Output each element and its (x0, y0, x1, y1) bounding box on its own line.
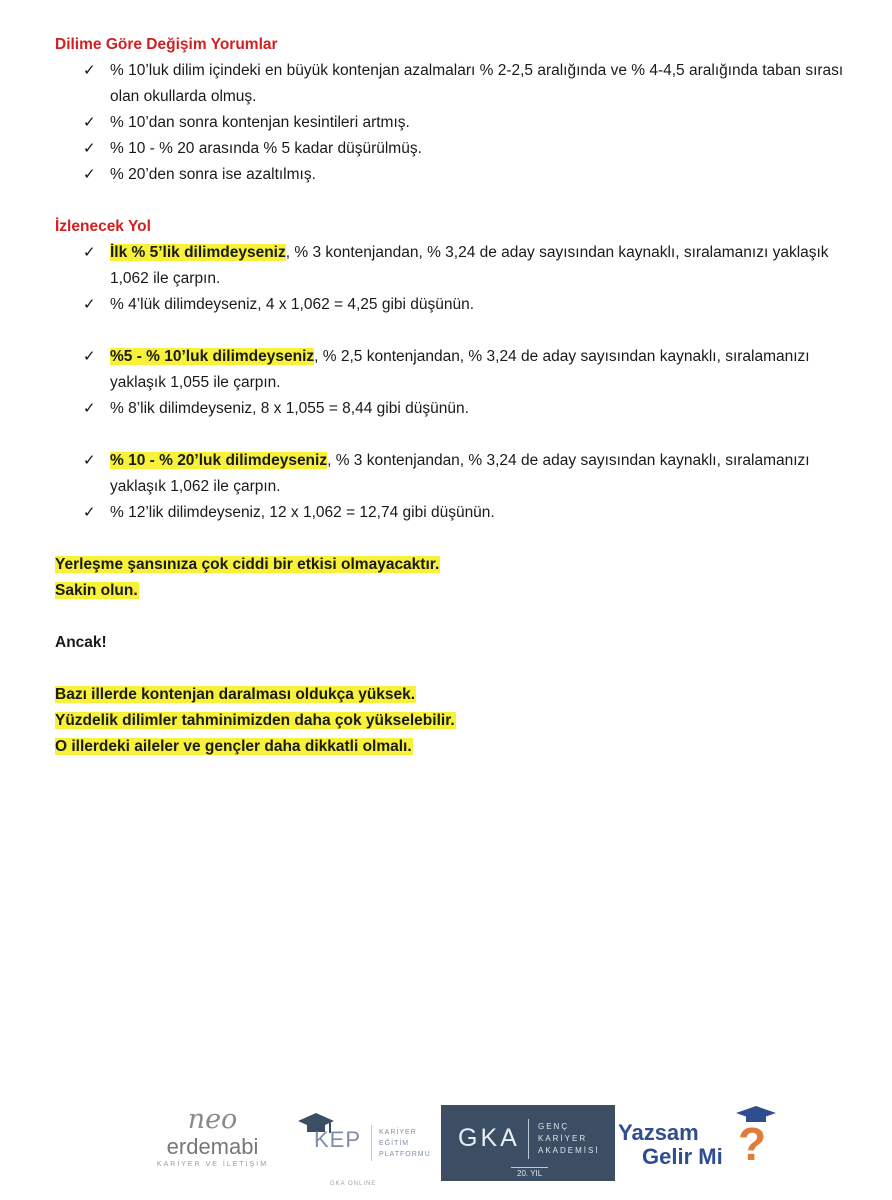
list-item: ✓ % 8’lik dilimdeyseniz, 8 x 1,055 = 8,44 gibi düşünün. (55, 396, 855, 422)
calm-line-1: Yerleşme şansınıza çok ciddi bir etkisi olmayacaktır. (55, 556, 440, 573)
checkmark-icon: ✓ (83, 140, 96, 157)
question-mark-icon: ? (738, 1118, 767, 1170)
calm-note (55, 552, 855, 604)
but-note (55, 630, 855, 656)
checkmark-icon: ✓ (83, 244, 96, 261)
gka-logo: GKA GENÇ KARİYER AKADEMİSİ 20. YIL (441, 1105, 615, 1181)
checkmark-icon: ✓ (83, 166, 96, 183)
calm-line-2: Sakin olun. (55, 582, 138, 599)
list-item: ✓ % 4’lük dilimdeyseniz, 4 x 1,062 = 4,25 gibi düşünün. (55, 292, 855, 318)
izlenecek-yol-group-3 (55, 448, 855, 526)
yazsam-gelir-mi-logo: Yazsam Gelir Mi ? (618, 1105, 788, 1185)
warning-line-1: Bazı illerde kontenjan daralması oldukça yüksek. (55, 686, 416, 703)
warning-line-2: Yüzdelik dilimler tahminimizden daha çok yükselebilir. (55, 712, 455, 729)
section-heading-izlenecek-yol: İzlenecek Yol (55, 218, 151, 235)
document-page (55, 32, 855, 760)
izlenecek-yol-group-2 (55, 344, 855, 422)
checkmark-icon: ✓ (83, 452, 96, 469)
list-item: ✓ %5 - % 10’luk dilimdeyseniz, % 2,5 kontenjandan, % 3,24 de aday sayısından kaynaklı, sıralamanızı yaklaşık 1,055 ile çarpın. (55, 344, 855, 396)
izlenecek-yol-group-1 (55, 240, 855, 318)
highlighted-text: %5 - % 10’luk dilimdeyseniz (110, 348, 315, 365)
warning-line-3: O illerdeki aileler ve gençler daha dikkatli olmalı. (55, 738, 412, 755)
list-item: ✓ % 10’dan sonra kontenjan kesintileri artmış. (55, 110, 855, 136)
list-item: ✓ % 20’den sonra ise azaltılmış. (55, 162, 855, 188)
list-item: ✓ % 12’lik dilimdeyseniz, 12 x 1,062 = 12,74 gibi düşünün. (55, 500, 855, 526)
section-heading-yorumlar: Dilime Göre Değişim Yorumlar (55, 36, 278, 53)
warning-note (55, 682, 855, 760)
but-text: Ancak! (55, 634, 107, 651)
checkmark-icon: ✓ (83, 400, 96, 417)
yorumlar-list (55, 58, 855, 188)
checkmark-icon: ✓ (83, 62, 96, 79)
highlighted-text: İlk % 5’lik dilimdeyseniz (110, 244, 286, 261)
neo-erdemabi-logo: neo erdemabi KARİYER VE İLETİŞİM (156, 1104, 269, 1168)
list-item: ✓ % 10 - % 20’luk dilimdeyseniz, % 3 kontenjandan, % 3,24 de aday sayısından kaynaklı, sıralamanızı yaklaşık 1,062 ile çarpın. (55, 448, 855, 500)
footer-logos (150, 1105, 790, 1185)
list-item: ✓ İlk % 5’lik dilimdeyseniz, % 3 kontenjandan, % 3,24 de aday sayısından kaynaklı, sıralamanızı yaklaşık 1,062 ile çarpın. (55, 240, 855, 292)
checkmark-icon: ✓ (83, 348, 96, 365)
kep-logo: KEP KARİYER EĞİTİM PLATFORMU GKA ONLINE (290, 1107, 438, 1183)
list-item: ✓ % 10’luk dilim içindeki en büyük kontenjan azalmaları % 2-2,5 aralığında ve % 4-4,5 aralığında taban sırası olan okullarda olmuş. (55, 58, 855, 110)
checkmark-icon: ✓ (83, 504, 96, 521)
list-item: ✓ % 10 - % 20 arasında % 5 kadar düşürülmüş. (55, 136, 855, 162)
checkmark-icon: ✓ (83, 114, 96, 131)
checkmark-icon: ✓ (83, 296, 96, 313)
highlighted-text: % 10 - % 20’luk dilimdeyseniz (110, 452, 328, 469)
